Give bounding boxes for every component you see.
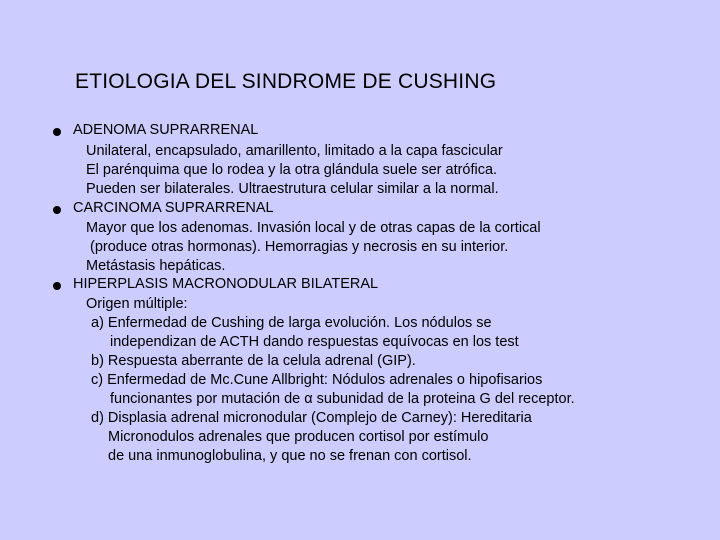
section-line: independizan de ACTH dando respuestas equívocas en los test [110, 334, 519, 350]
section-line: Mayor que los adenomas. Invasión local y de otras capas de la cortical [86, 220, 541, 236]
section-line: c) Enfermedad de Mc.Cune Allbright: Nódulos adrenales o hipofisarios [91, 372, 543, 388]
slide-title: ETIOLOGIA DEL SINDROME DE CUSHING [75, 70, 497, 93]
section-line: Metástasis hepáticas. [86, 258, 226, 274]
section-line: funcionantes por mutación de α subunidad de la proteina G del receptor. [110, 391, 575, 407]
bullet-icon [53, 206, 61, 214]
bullet-icon [53, 282, 61, 290]
section-line: Origen múltiple: [86, 296, 188, 312]
section-heading: ADENOMA SUPRARRENAL [73, 122, 259, 138]
section-heading: CARCINOMA SUPRARRENAL [73, 200, 274, 216]
section-line: d) Displasia adrenal micronodular (Complejo de Carney): Hereditaria [91, 410, 532, 426]
section-line: (produce otras hormonas). Hemorragias y necrosis en su interior. [90, 239, 509, 255]
section-heading: HIPERPLASIS MACRONODULAR BILATERAL [73, 276, 379, 292]
section-line: de una inmunoglobulina, y que no se frenan con cortisol. [108, 448, 472, 464]
section-line: El parénquima que lo rodea y la otra glándula suele ser atrófica. [86, 162, 498, 178]
section-line: a) Enfermedad de Cushing de larga evolución. Los nódulos se [91, 315, 492, 331]
section-line: Unilateral, encapsulado, amarillento, limitado a la capa fascicular [86, 143, 503, 159]
bullet-icon [53, 128, 61, 136]
section-line: Pueden ser bilaterales. Ultraestrutura celular similar a la normal. [86, 181, 499, 197]
section-line: Micronodulos adrenales que producen cortisol por estímulo [108, 429, 489, 445]
section-line: b) Respuesta aberrante de la celula adrenal (GIP). [91, 353, 416, 369]
